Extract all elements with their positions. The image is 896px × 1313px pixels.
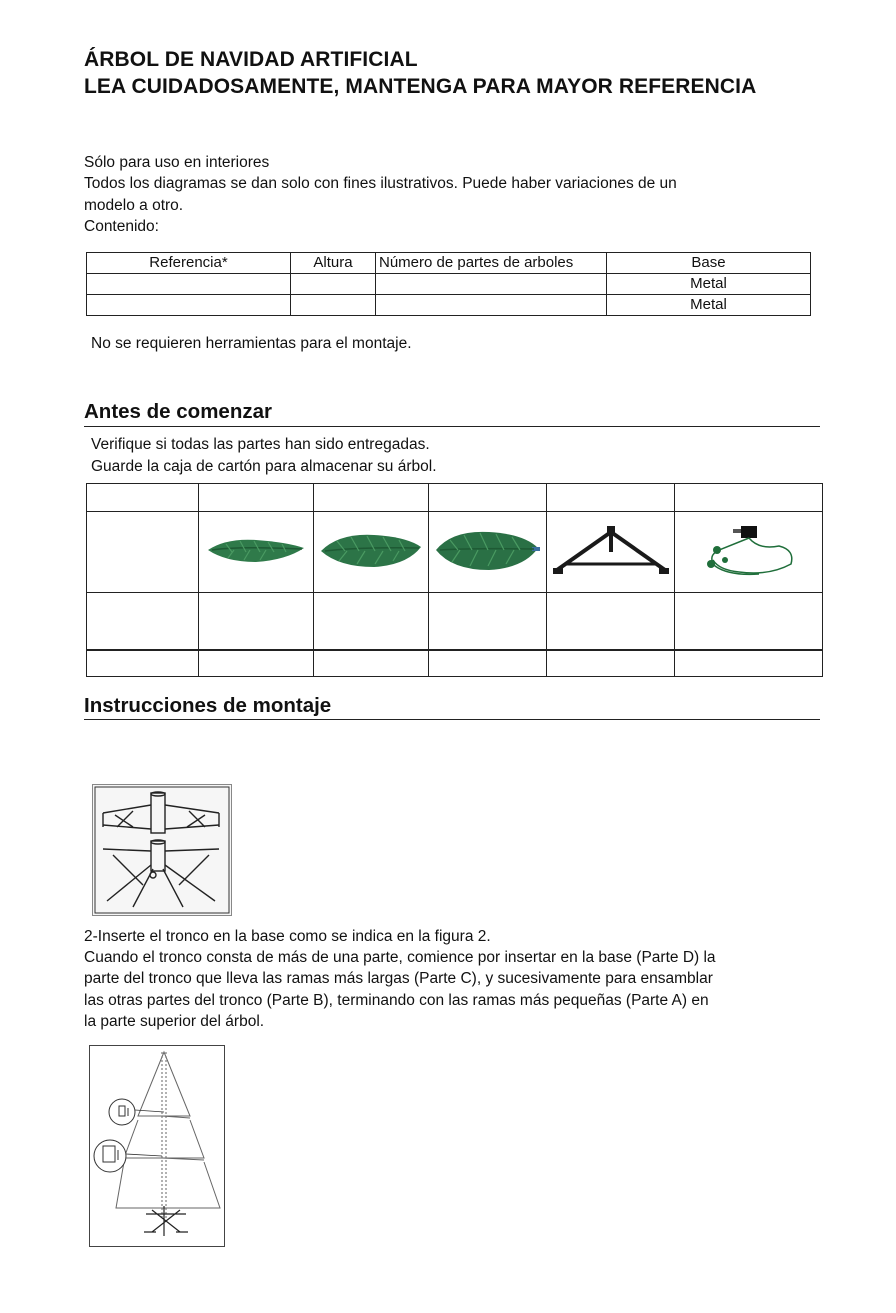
tree-diagram-icon — [90, 1046, 224, 1246]
intro-line: Sólo para uso en interiores — [84, 154, 270, 171]
tree-branch-small-icon — [206, 532, 306, 568]
intro-line: modelo a otro. — [84, 197, 184, 214]
assembly-step2-line: las otras partes del tronco (Parte B), terminando con las ramas más pequeñas (Parte A) en — [84, 992, 709, 1009]
document-title-line1: ÁRBOL DE NAVIDAD ARTIFICIAL — [84, 48, 418, 71]
stand-diagram-icon — [93, 785, 231, 915]
before-start-line: Verifique si todas las partes han sido entregadas. — [91, 436, 430, 453]
parts-table — [86, 483, 823, 677]
header-referencia: Referencia* — [87, 253, 291, 274]
cell — [199, 593, 314, 651]
cell — [547, 512, 675, 593]
light-string-icon — [699, 520, 799, 580]
cell — [199, 650, 314, 677]
cell — [675, 593, 823, 651]
assembly-step2-line: la parte superior del árbol. — [84, 1013, 265, 1030]
header-altura: Altura — [291, 253, 376, 274]
cell — [87, 295, 291, 316]
cell — [675, 484, 823, 512]
cell — [199, 484, 314, 512]
header-base: Base — [607, 253, 811, 274]
cell — [314, 512, 429, 593]
cell — [675, 512, 823, 593]
cell — [199, 512, 314, 593]
section-rule — [84, 719, 820, 720]
section-heading-assembly: Instrucciones de montaje — [84, 694, 332, 717]
section-heading-before-start: Antes de comenzar — [84, 400, 272, 423]
cell — [429, 484, 547, 512]
figure-tree-assembly — [89, 1045, 225, 1247]
intro-line: Contenido: — [84, 218, 159, 235]
table-row — [87, 593, 823, 651]
cell: Metal — [607, 295, 811, 316]
cell — [314, 484, 429, 512]
cell — [291, 274, 376, 295]
table-row — [87, 650, 823, 677]
cell — [314, 650, 429, 677]
cell — [376, 274, 607, 295]
no-tools-note: No se requieren herramientas para el montaje. — [91, 335, 412, 352]
table-row — [87, 512, 823, 593]
cell — [429, 512, 547, 593]
cell — [675, 650, 823, 677]
cell — [429, 650, 547, 677]
figure-stand-assembly — [92, 784, 232, 916]
cell — [87, 650, 199, 677]
cell — [87, 512, 199, 593]
contents-table — [86, 252, 811, 316]
assembly-step2-line: Cuando el tronco consta de más de una parte, comience por insertar en la base (Parte D) la — [84, 949, 716, 966]
cell — [429, 593, 547, 651]
assembly-step2-line: parte del tronco que lleva las ramas más largas (Parte C), y sucesivamente para ensamblar — [84, 970, 713, 987]
table-row — [87, 274, 811, 295]
table-header-row — [87, 253, 811, 274]
cell — [547, 650, 675, 677]
section-rule — [84, 426, 820, 427]
cell — [547, 593, 675, 651]
table-row — [87, 295, 811, 316]
cell: Metal — [607, 274, 811, 295]
metal-stand-icon — [551, 522, 671, 578]
assembly-step2-line: 2-Inserte el tronco en la base como se indica en la figura 2. — [84, 928, 491, 945]
document-title-line2: LEA CUIDADOSAMENTE, MANTENGA PARA MAYOR REFERENCIA — [84, 75, 757, 98]
tree-branch-large-icon — [434, 528, 542, 572]
table-row — [87, 484, 823, 512]
cell — [87, 484, 199, 512]
tree-branch-medium-icon — [319, 529, 423, 571]
cell — [547, 484, 675, 512]
cell — [376, 295, 607, 316]
header-numero-partes: Número de partes de arboles — [376, 253, 607, 274]
cell — [314, 593, 429, 651]
before-start-line: Guarde la caja de cartón para almacenar su árbol. — [91, 458, 437, 475]
cell — [87, 274, 291, 295]
intro-line: Todos los diagramas se dan solo con fines ilustrativos. Puede haber variaciones de un — [84, 175, 677, 192]
cell — [87, 593, 199, 651]
cell — [291, 295, 376, 316]
